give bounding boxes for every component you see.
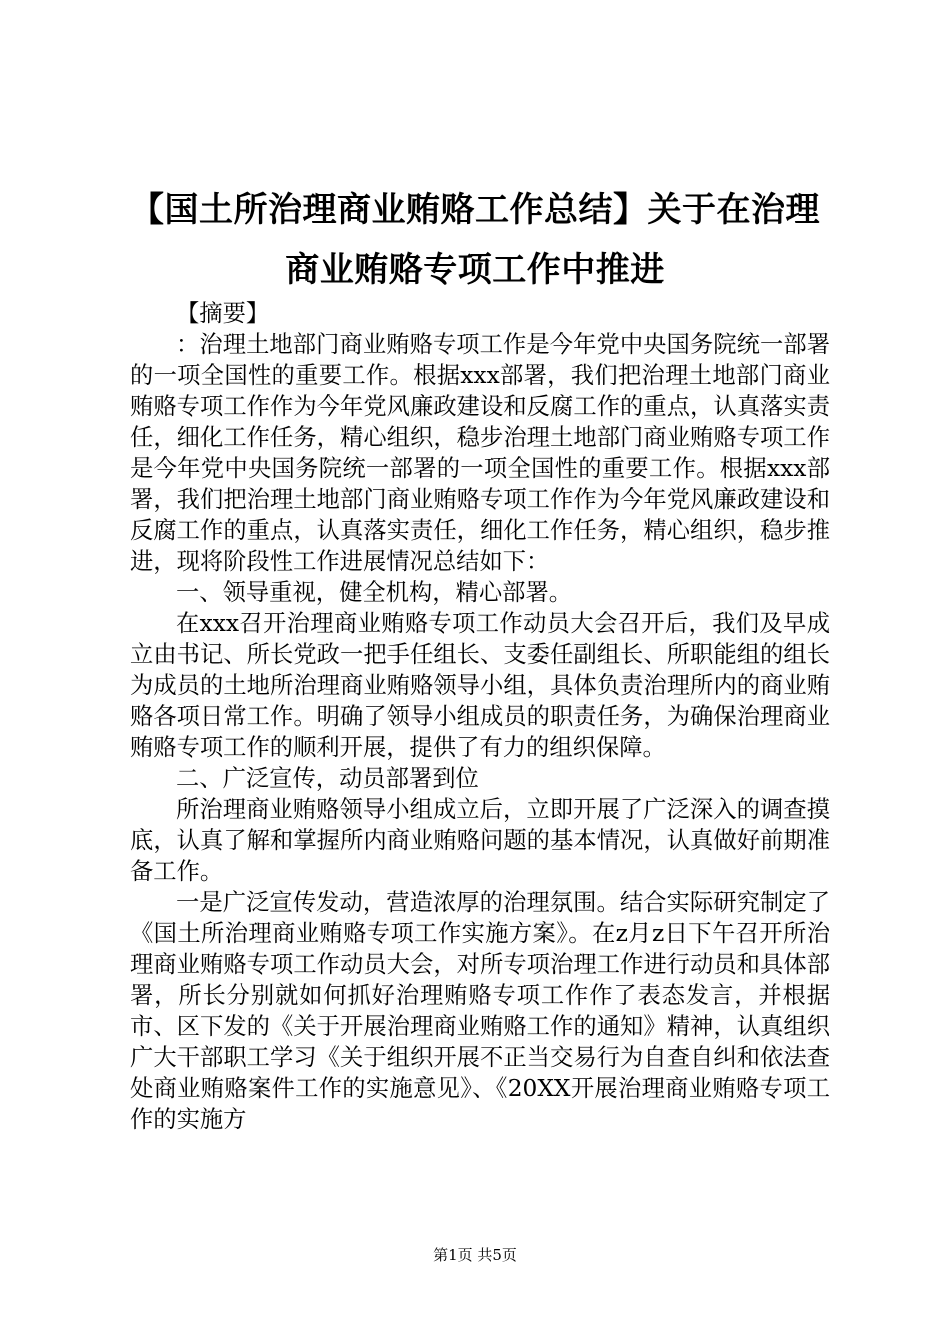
paragraph-abstract: ：治理土地部门商业贿赂专项工作是今年党中央国务院统一部署的一项全国性的重要工作。根据xxx部署，我们把治理土地部门商业贿赂专项工作作为今年党风廉政建设和反腐工作的重点，认真落实责任，细化工作任务，精心组织，稳步治理土地部门商业贿赂专项工作是今年党中央国务院统一部署的一项全国性的重要工作。根据xxx部署，我们把治理土地部门商业贿赂专项工作作为今年党风廉政建设和反腐工作的重点，认真落实责任，细化工作任务，精心组织，稳步推进，现将阶段性工作进展情况总结如下： bbox=[130, 331, 830, 575]
page-footer: 第1页 共5页 bbox=[433, 1246, 517, 1264]
abstract-label: 【摘要】 bbox=[176, 300, 270, 327]
section-heading-1: 一、领导重视，健全机构，精心部署。 bbox=[176, 579, 573, 606]
paragraph-section-2-item-1: 一是广泛宣传发动，营造浓厚的治理氛围。结合实际研究制定了《国土所治理商业贿赂专项工作实施方案》。在z月z日下午召开所治理商业贿赂专项工作动员大会，对所专项治理工作进行动员和具体部署，所长分别就如何抓好治理贿赂专项工作作了表态发言，并根据市、区下发的《关于开展治理商业贿赂工作的通知》精神，认真组织广大干部职工学习《关于组织开展不正当交易行为自查自纠和依法查处商业贿赂案件工作的实施意见》、《20XX开展治理商业贿赂专项工作的实施方 bbox=[130, 889, 830, 1133]
document-body bbox=[130, 298, 830, 1135]
document-title-line-1: 【国土所治理商业贿赂工作总结】关于在治理 bbox=[130, 190, 820, 230]
section-heading-2: 二、广泛宣传，动员部署到位 bbox=[176, 765, 479, 792]
paragraph-section-1: 在xxx召开治理商业贿赂专项工作动员大会召开后，我们及早成立由书记、所长党政一把手任组长、支委任副组长、所职能组的组长为成员的土地所治理商业贿赂领导小组，具体负责治理所内的商业贿赂各项日常工作。明确了领导小组成员的职责任务，为确保治理商业贿赂专项工作的顺利开展，提供了有力的组织保障。 bbox=[130, 610, 830, 761]
paragraph-section-2: 所治理商业贿赂领导小组成立后，立即开展了广泛深入的调查摸底，认真了解和掌握所内商业贿赂问题的基本情况，认真做好前期准备工作。 bbox=[130, 796, 830, 885]
document-title-line-2: 商业贿赂专项工作中推进 bbox=[285, 250, 665, 290]
